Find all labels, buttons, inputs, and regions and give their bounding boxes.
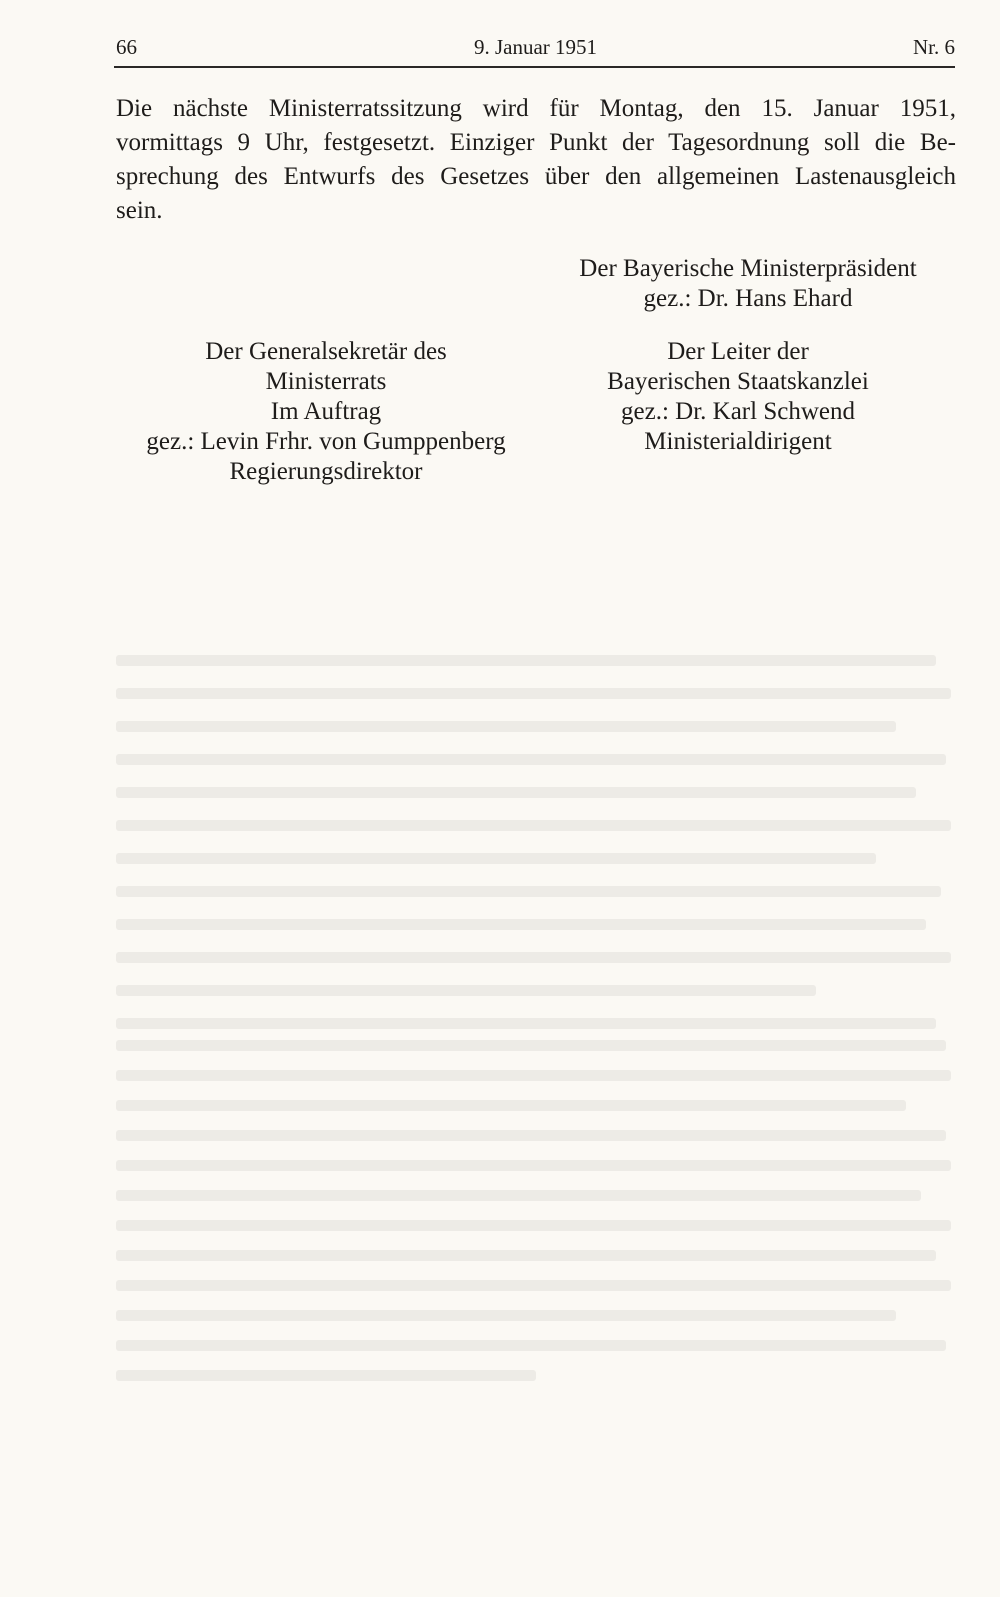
body-line: sein.: [116, 197, 163, 224]
signature-chancellery-head: [588, 337, 888, 457]
body-line: vormittags 9 Uhr, festgesetzt. Einziger Punkt der Tagesordnung soll die Be-: [116, 129, 956, 156]
signature-name: gez.: Dr. Hans Ehard: [643, 285, 853, 312]
signature-title: Der Leiter der: [667, 338, 809, 365]
show-through-texture-lower: [116, 1040, 956, 1410]
body-line: Die nächste Ministerratssitzung wird für Montag, den 15. Januar 1951,: [116, 95, 956, 122]
signature-title: Bayerischen Staatskanzlei: [607, 368, 869, 395]
signature-capacity: Im Auftrag: [270, 398, 382, 425]
signature-name: gez.: Dr. Karl Schwend: [621, 398, 855, 425]
body-paragraph: [116, 92, 956, 228]
header-rule: [114, 66, 955, 68]
show-through-texture: [116, 655, 956, 1040]
signature-name: gez.: Levin Frhr. von Gumppenberg: [146, 428, 506, 455]
running-head: [116, 30, 955, 64]
header-date: 9. Januar 1951: [473, 35, 598, 59]
signature-rank: Ministerialdirigent: [644, 428, 832, 455]
page-number: 66: [116, 35, 137, 59]
signature-rank: Regierungsdirektor: [229, 458, 423, 485]
signature-general-secretary: [116, 337, 536, 487]
body-line: sprechung des Entwurfs des Gesetzes über den allgemeinen Lastenausgleich: [116, 163, 956, 190]
signature-minister-president: [558, 254, 938, 314]
signature-title: Der Bayerische Ministerpräsident: [579, 255, 917, 282]
signature-title: Ministerrats: [265, 368, 387, 395]
issue-number: Nr. 6: [913, 35, 955, 59]
signature-title: Der Generalsekretär des: [205, 338, 447, 365]
